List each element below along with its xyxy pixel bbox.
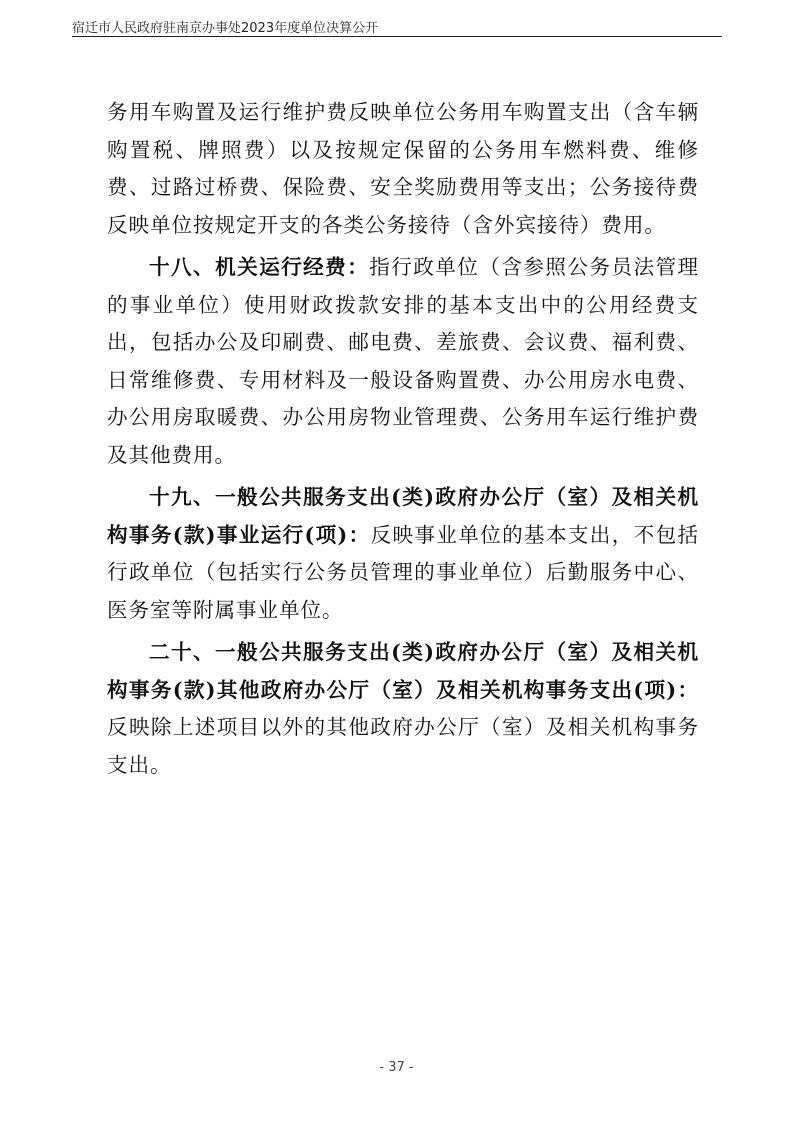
paragraph-item-20	[107, 634, 699, 784]
header-title: 宿迁市人民政府驻南京办事处2023年度单位决算公开	[72, 21, 379, 36]
paragraph-text: 指行政单位（含参照公务员法管理的事业单位）使用财政拨款安排的基本支出中的公用经费支出，包括办公及印刷费、邮电费、差旅费、会议费、福利费、日常维修费、专用材料及一般设备购置费、办公用房水电费、办公用房取暖费、办公用房物业管理费、公务用车运行维护费及其他费用。	[107, 255, 700, 467]
page-header	[72, 14, 722, 37]
term-label: 十八、机关运行经费：	[149, 255, 370, 279]
paragraph-continuation	[107, 94, 699, 244]
term-label: 二十、一般公共服务支出(类)政府办公厅（室）及相关机构事务(款)其他政府办公厅（室）及相关机构事务支出(项)：	[107, 640, 699, 702]
page-number: - 37 -	[379, 1060, 414, 1075]
paragraph-text: 反映除上述项目以外的其他政府办公厅（室）及相关机构事务支出。	[107, 715, 699, 777]
document-body	[107, 94, 699, 789]
paragraph-item-18	[107, 249, 699, 474]
paragraph-text: 反映事业单位的基本支出，不包括行政单位（包括实行公务员管理的事业单位）后勤服务中心、医务室等附属事业单位。	[107, 522, 700, 622]
paragraph-item-19	[107, 479, 699, 629]
term-label: 十九、一般公共服务支出(类)政府办公厅（室）及相关机构事务(款)事业运行(项)：	[107, 485, 699, 547]
paragraph-text: 务用车购置及运行维护费反映单位公务用车购置支出（含车辆购置税、牌照费）以及按规定保留的公务用车燃料费、维修费、过路过桥费、保险费、安全奖励费用等支出；公务接待费反映单位按规定开支的各类公务接待（含外宾接待）费用。	[107, 100, 699, 237]
